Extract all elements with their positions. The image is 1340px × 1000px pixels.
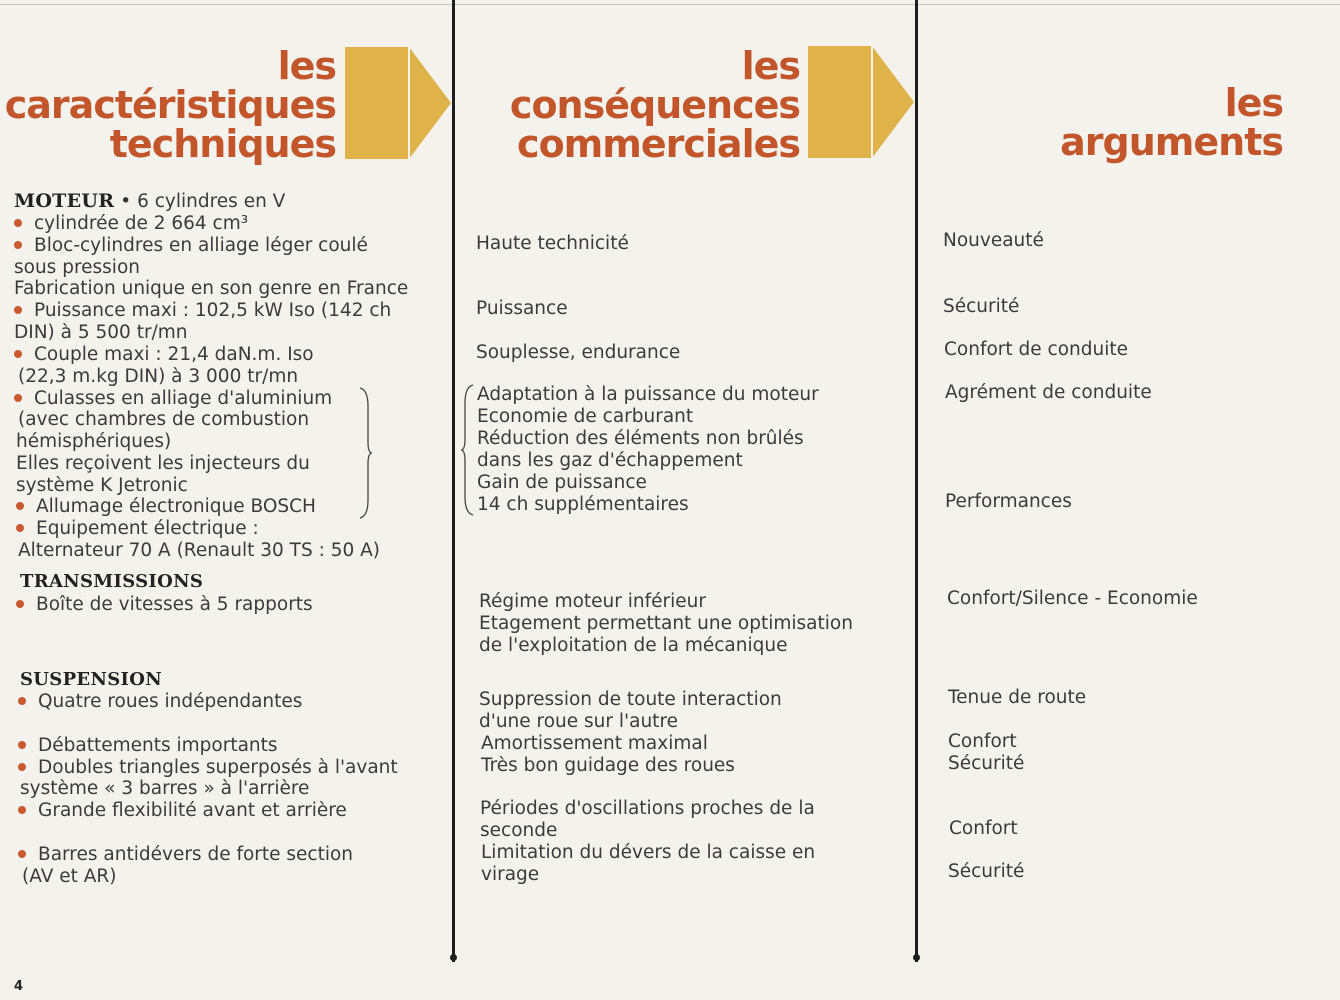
- argument-text: Confort: [949, 818, 1018, 839]
- list-item-text: Doubles triangles superposés à l'avant: [38, 757, 398, 778]
- consequence-text: Economie de carburant: [477, 406, 694, 427]
- list-item-text: Puissance maxi : 102,5 kW Iso (142 ch: [34, 300, 392, 321]
- bullet-dot-icon: [14, 350, 22, 358]
- list-item: [18, 735, 278, 757]
- list-item-text: Barres antidévers de forte section: [38, 844, 354, 865]
- bullet-dot-icon: [14, 394, 22, 402]
- heading-line: caractéristiques: [4, 83, 336, 127]
- argument-text: Sécurité: [948, 861, 1025, 882]
- section-title-suspension: SUSPENSION: [20, 669, 162, 690]
- bullet-dot-icon: [14, 241, 22, 249]
- heading-line: commerciales: [517, 122, 800, 166]
- list-item-text: cylindrée de 2 664 cm³: [34, 213, 249, 234]
- consequence-text: d'une roue sur l'autre: [479, 711, 679, 732]
- consequence-text: Souplesse, endurance: [476, 342, 681, 363]
- top-rule: [0, 4, 1340, 5]
- consequence-text: Haute technicité: [476, 233, 629, 254]
- bullet-dot-icon: [18, 697, 26, 705]
- heading-commercial-consequences: [509, 44, 800, 166]
- list-item-text: Grande flexibilité avant et arrière: [38, 800, 347, 821]
- list-item: [14, 235, 368, 257]
- list-item: [14, 300, 391, 322]
- consequence-text: Très bon guidage des roues: [481, 755, 735, 776]
- bullet-dot-icon: [18, 741, 26, 749]
- list-item: [14, 213, 248, 235]
- argument-text: Performances: [945, 491, 1072, 512]
- list-item-text: système K Jetronic: [16, 475, 188, 496]
- list-item: [18, 800, 347, 822]
- consequence-text: Gain de puissance: [477, 472, 647, 493]
- consequence-text: Suppression de toute interaction: [479, 689, 782, 710]
- list-item: [18, 844, 353, 866]
- list-item-text: Fabrication unique en son genre en France: [14, 278, 409, 299]
- bullet-dot-icon: [14, 219, 22, 227]
- list-item-text: Alternateur 70 A (Renault 30 TS : 50 A): [18, 540, 381, 561]
- bullet-dot-icon: [14, 306, 22, 314]
- consequence-text: virage: [481, 864, 540, 885]
- list-item-text: Quatre roues indépendantes: [38, 691, 303, 712]
- column-divider-left: [452, 0, 455, 962]
- argument-text: Confort de conduite: [944, 339, 1128, 360]
- list-item-text: sous pression: [14, 257, 140, 278]
- list-item-text: Bloc-cylindres en alliage léger coulé: [34, 235, 368, 256]
- curly-brace-icon: [460, 383, 476, 517]
- consequence-text: Réduction des éléments non brûlés: [477, 428, 804, 449]
- bullet-dot-icon: [18, 806, 26, 814]
- list-item-text: Débattements importants: [38, 735, 278, 756]
- argument-text: Tenue de route: [948, 687, 1087, 708]
- list-item-text: Elles reçoivent les injecteurs du: [16, 453, 310, 474]
- list-item-text: DIN) à 5 500 tr/mn: [14, 322, 188, 343]
- list-item-text: hémisphériques): [16, 431, 172, 452]
- bullet-dot-icon: [16, 524, 24, 532]
- consequence-text: seconde: [480, 820, 558, 841]
- heading-technical-features: [4, 44, 336, 166]
- list-item-text: (22,3 m.kg DIN) à 3 000 tr/mn: [18, 366, 299, 387]
- arrow-right-icon: [808, 46, 914, 158]
- consequence-text: dans les gaz d'échappement: [477, 450, 743, 471]
- heading-line: conséquences: [509, 83, 800, 127]
- bullet-dot-icon: [16, 600, 24, 608]
- moteur-cylinders: 6 cylindres en V: [137, 191, 286, 212]
- curly-brace-icon: [356, 386, 374, 520]
- divider-end-dot: [450, 954, 457, 961]
- arrow-right-icon: [345, 47, 451, 159]
- bullet-dot-icon: [18, 763, 26, 771]
- list-item-text: (avec chambres de combustion: [18, 409, 310, 430]
- list-item-text: Allumage électronique BOSCH: [36, 496, 316, 517]
- consequence-text: Amortissement maximal: [481, 733, 708, 754]
- list-item: [16, 594, 313, 616]
- section-title-moteur: MOTEUR: [14, 190, 115, 212]
- moteur-line: [14, 190, 285, 213]
- heading-arguments: [1060, 81, 1283, 164]
- consequence-text: Régime moteur inférieur: [479, 591, 706, 612]
- heading-line: les: [277, 44, 336, 88]
- list-item: [16, 518, 259, 540]
- consequence-text: Adaptation à la puissance du moteur: [477, 384, 819, 405]
- argument-text: Confort: [948, 731, 1017, 752]
- page-number: 4: [14, 979, 24, 994]
- argument-text: Sécurité: [948, 753, 1025, 774]
- separator-dot: •: [120, 191, 132, 212]
- list-item-text: Couple maxi : 21,4 daN.m. Iso: [34, 344, 314, 365]
- heading-line: les: [741, 44, 800, 88]
- bullet-dot-icon: [16, 502, 24, 510]
- consequence-text: de l'exploitation de la mécanique: [479, 635, 788, 656]
- consequence-text: Limitation du dévers de la caisse en: [481, 842, 816, 863]
- consequence-text: Puissance: [476, 298, 568, 319]
- consequence-text: 14 ch supplémentaires: [477, 494, 689, 515]
- heading-line: les: [1224, 81, 1283, 125]
- argument-text: Confort/Silence - Economie: [947, 588, 1198, 609]
- list-item: [18, 757, 398, 779]
- list-item-text: Culasses en alliage d'aluminium: [34, 388, 333, 409]
- list-item-text: Boîte de vitesses à 5 rapports: [36, 594, 313, 615]
- list-item: [18, 691, 302, 713]
- list-item-text: (AV et AR): [22, 866, 117, 887]
- list-item: [14, 388, 332, 410]
- divider-end-dot: [913, 954, 920, 961]
- section-title-transmissions: TRANSMISSIONS: [20, 571, 204, 592]
- list-item: [14, 344, 314, 366]
- column-divider-right: [915, 0, 918, 962]
- consequence-text: Etagement permettant une optimisation: [479, 613, 853, 634]
- argument-text: Agrément de conduite: [945, 382, 1152, 403]
- list-item-text: Equipement électrique :: [36, 518, 259, 539]
- heading-line: arguments: [1060, 120, 1283, 164]
- consequence-text: Périodes d'oscillations proches de la: [480, 798, 815, 819]
- argument-text: Nouveauté: [943, 230, 1044, 251]
- list-item: [16, 496, 316, 518]
- heading-line: techniques: [109, 122, 336, 166]
- list-item-text: système « 3 barres » à l'arrière: [20, 778, 310, 799]
- bullet-dot-icon: [18, 850, 26, 858]
- argument-text: Sécurité: [943, 296, 1020, 317]
